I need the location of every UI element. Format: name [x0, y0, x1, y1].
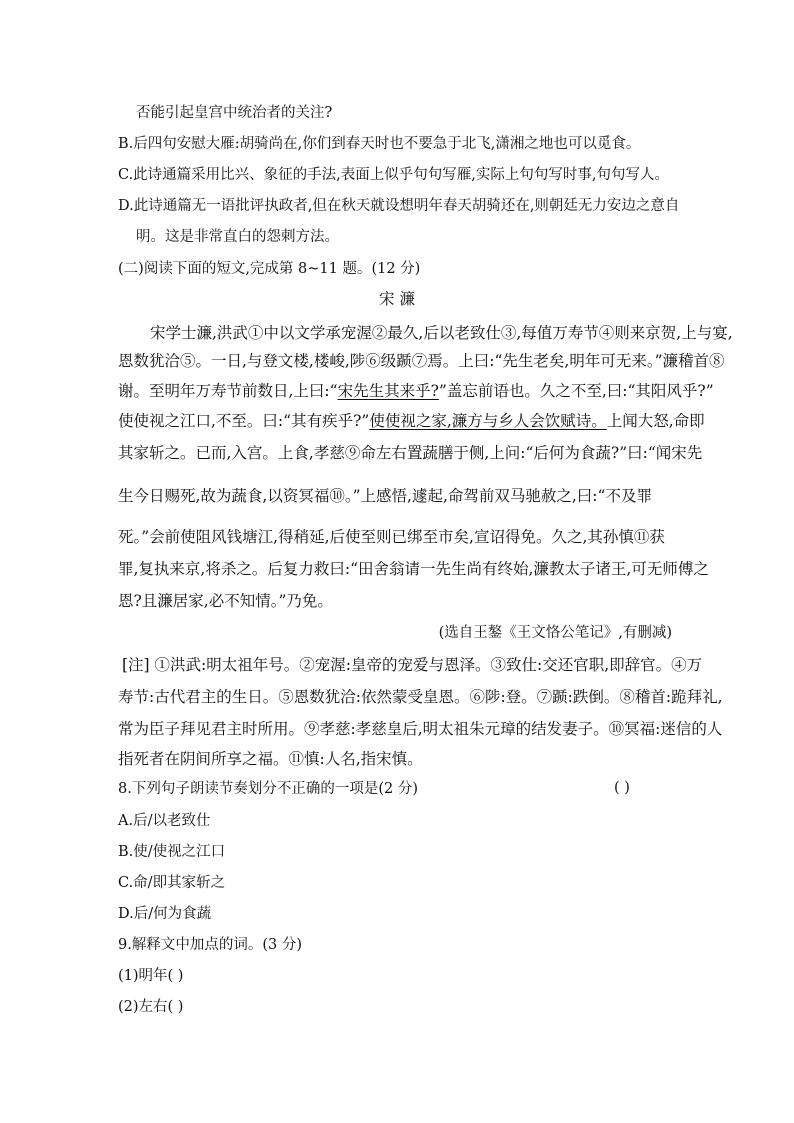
passage-line-3 [118, 382, 714, 400]
option-a-continued: 否能引起皇宫中统治者的关注? [136, 105, 333, 121]
passage-title: 宋 濂 [379, 290, 415, 308]
passage-line-4-start: 使使视之江口,不至。曰:“其有疾乎?” [118, 412, 370, 430]
passage-line-3-start: 谢。至明年万寿节前数日,上曰:“ [118, 382, 338, 400]
passage-line-4 [118, 412, 705, 430]
underlined-sentence-2: 使使视之家,濂方与乡人会饮赋诗。 [369, 412, 607, 430]
passage-line-2: 恩数犹洽⑤。一日,与登文楼,楼峻,陟⑥级踬⑦焉。上曰:“先生老矣,明年可无来。”濂稽首⑧ [118, 352, 725, 370]
option-d-line1: D.此诗通篇无一语批评执政者,但在秋天就设想明年春天胡骑还在,则朝廷无力安边之意自 [118, 198, 680, 214]
option-d-line2: 明。这是非常直白的怨刺方法。 [136, 229, 339, 245]
passage-source: (选自王鏊《王文恪公笔记》,有删减) [438, 625, 672, 641]
q9-stem: 9.解释文中加点的词。(3 分) [118, 937, 302, 953]
option-b: B.后四句安慰大雁:胡骑尚在,你们到春天时也不要急于北飞,潇湘之地也可以觅食。 [118, 136, 641, 152]
q9-item-2[interactable]: (2)左右( ) [118, 999, 184, 1015]
notes-line-1: [注] ①洪武:明太祖年号。②宠渥:皇帝的宠爱与恩泽。③致仕:交还官职,即辞官。④万 [122, 656, 703, 674]
passage-line-8: 罪,复执来京,将杀之。后复力救曰:“田舍翁请一先生尚有终始,濂教太子诸王,可无师傅之 [118, 560, 709, 578]
q8-option-d: D.后/何为食蔬 [118, 906, 212, 922]
notes-line-2: 寿节:古代君主的生日。⑤恩数犹洽:依然蒙受皇恩。⑥陟:登。⑦踬:跌倒。⑧稽首:跪拜礼, [118, 688, 723, 706]
section-heading: (二)阅读下面的短文,完成第 8~11 题。(12 分) [118, 261, 421, 277]
q8-answer-blank[interactable]: ( ) [614, 780, 630, 796]
passage-line-3-end: ”盖忘前语也。久之不至,曰:“其阳风乎?” [438, 382, 714, 400]
passage-line-6: 生今日赐死,故为蔬食,以资冥福⑩。”上感悟,遽起,命驾前双马驰赦之,曰:“不及罪 [118, 487, 652, 505]
notes-line-3: 常为臣子拜见君主时所用。⑨孝慈:孝慈皇后,明太祖朱元璋的结发妻子。⑩冥福:迷信的人 [118, 720, 723, 738]
q8-option-b: B.使/使视之江口 [118, 844, 226, 860]
q8-stem: 8.下列句子朗读节奏划分不正确的一项是(2 分) [118, 781, 418, 797]
option-c: C.此诗通篇采用比兴、象征的手法,表面上似乎句句写雁,实际上句句写时事,句句写人。 [118, 167, 670, 183]
q9-item-1[interactable]: (1)明年( ) [118, 968, 184, 984]
passage-line-4-end: 上闻大怒,命即 [606, 412, 705, 430]
q8-option-a: A.后/以老致仕 [118, 813, 211, 829]
passage-line-7: 死。”会前使阻风钱塘江,得稍延,后使至则已绑至市矣,宣诏得免。久之,其孙慎⑪获 [118, 528, 665, 546]
notes-line-4: 指死者在阴间所享之福。⑪慎:人名,指宋慎。 [118, 750, 423, 768]
passage-line-5: 其家斩之。已而,入宫。上食,孝慈⑨命左右置蔬膳于侧,上问:“后何为食蔬?”曰:“闻宋先 [118, 444, 703, 462]
q8-option-c: C.命/即其家斩之 [118, 875, 226, 891]
passage-line-1: 宋学士濂,洪武①中以文学承宠渥②最久,后以老致仕③,每值万寿节④则来京贺,上与宴, [150, 324, 733, 342]
underlined-quote-1: 宋先生其来乎? [337, 382, 439, 400]
passage-line-9: 恩?且濂居家,必不知情。”乃免。 [118, 592, 333, 610]
